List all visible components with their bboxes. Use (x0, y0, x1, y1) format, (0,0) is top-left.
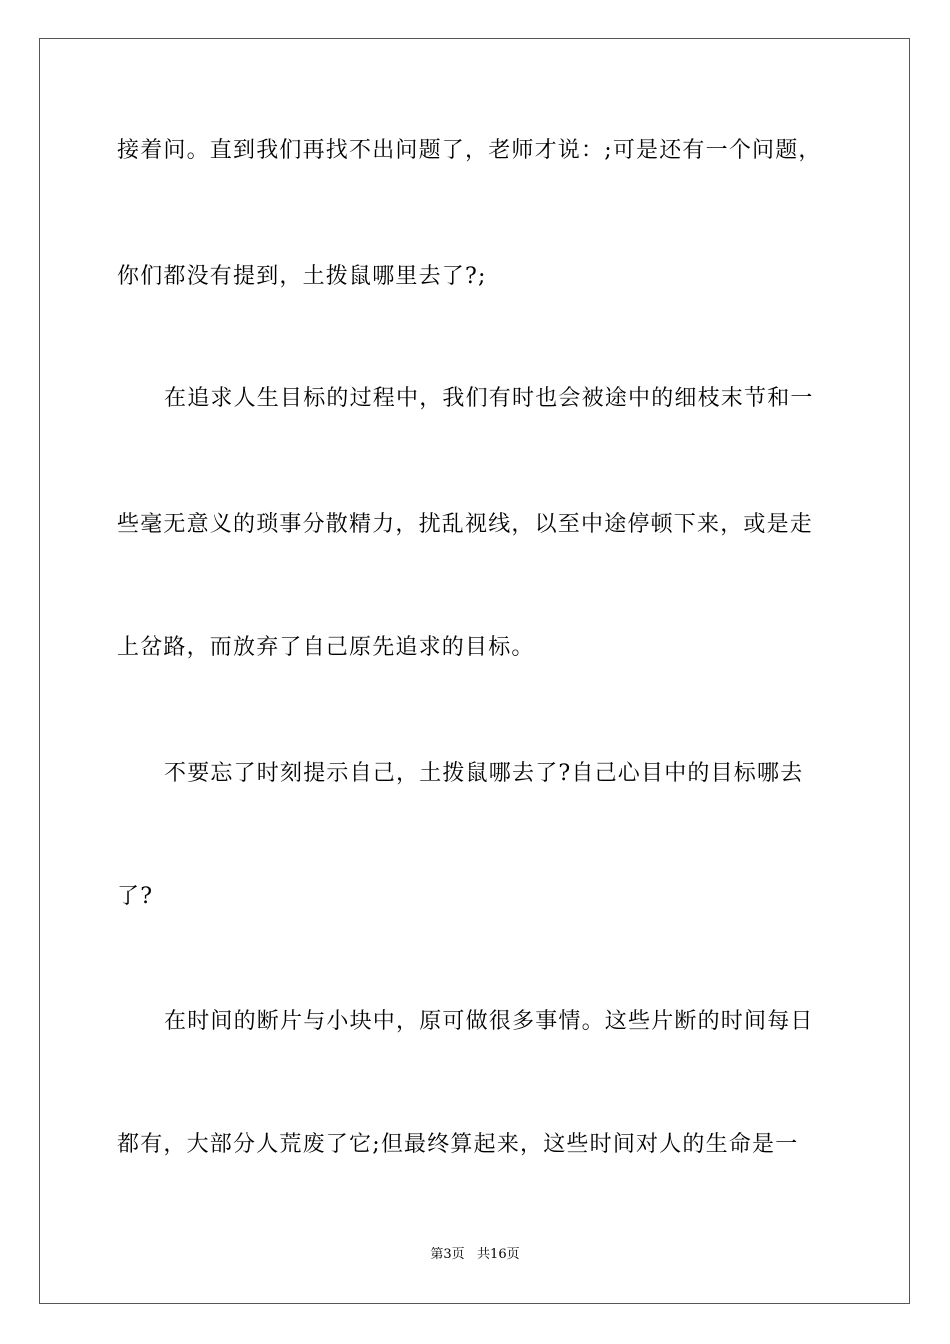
text-line: 你们都没有提到，土拨鼠哪里去了?; (117, 264, 487, 289)
paragraph-start-line: 在时间的断片与小块中，原可做很多事情。这些片断的时间每日 (164, 1009, 814, 1034)
text-line: 接着问。直到我们再找不出问题了，老师才说：;可是还有一个问题， (117, 138, 822, 163)
text-line: 上岔路，而放弃了自己原先追求的目标。 (117, 635, 535, 660)
paragraph-start-line: 在追求人生目标的过程中，我们有时也会被途中的细枝末节和一 (164, 386, 814, 411)
page-border (39, 38, 910, 1304)
text-line: 些毫无意义的琐事分散精力，扰乱视线，以至中途停顿下来，或是走 (117, 512, 814, 537)
text-line: 了? (117, 884, 154, 909)
text-line: 都有，大部分人荒废了它;但最终算起来，这些时间对人的生命是一 (117, 1132, 799, 1157)
paragraph-start-line: 不要忘了时刻提示自己，土拨鼠哪去了?自己心目中的目标哪去 (164, 761, 804, 786)
page-number-footer: 第3页 共16页 (430, 1247, 520, 1262)
